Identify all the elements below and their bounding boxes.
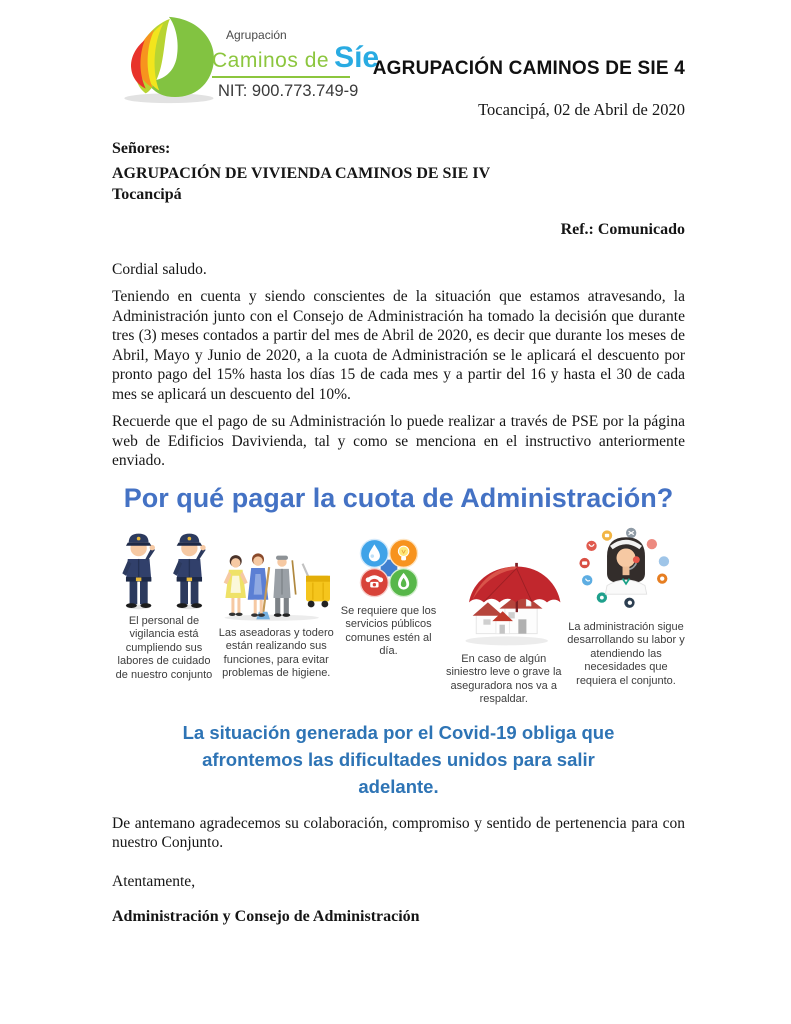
document-title: AGRUPACIÓN CAMINOS DE SIE 4 bbox=[372, 58, 685, 79]
closing-paragraph: De antemano agradecemos su colaboración, compromiso y sentido de pertenencia para con nuestro Conjunto. bbox=[112, 814, 685, 851]
cleaning-staff-icon bbox=[220, 550, 332, 622]
caption-administracion: La administración sigue desarrollando su labor y atendiendo las necesidades que requiera el conjunto. bbox=[567, 620, 685, 687]
insurance-umbrella-icon bbox=[445, 562, 563, 648]
company-logo bbox=[108, 14, 379, 106]
reference-line: Ref.: Comunicado bbox=[560, 221, 685, 238]
paragraph-discount: Teniendo en cuenta y siendo conscientes de la situación que estamos atravesando, la Administración junto con el Consejo de Administración ha tomado la decisión que durante tres (3) meses contados a partir del mes de Abril de 2020, es decir que durante los meses de Abril, Mayo y Junio de 2020, a la cuota de Administración se le aplicará el descuento por pronto pago del 15% hasta los días 15 de cada mes y a partir del 16 y hasta el 30 de cada mes se aplicará un descuento del 10%. bbox=[112, 288, 685, 403]
date-line: Tocancipá, 02 de Abril de 2020 bbox=[478, 100, 685, 119]
signature: Administración y Consejo de Administración bbox=[112, 907, 420, 925]
brand-underline bbox=[212, 76, 350, 78]
infographic-row bbox=[112, 522, 685, 707]
brand-name-green: Caminos de bbox=[212, 49, 330, 72]
logo-text bbox=[212, 28, 379, 101]
admin-support-icon bbox=[576, 524, 676, 616]
paragraph-payment: Recuerde que el pago de su Administración lo puede realizar a través de PSE por la página web de Edificios Davivienda, tal y como se menciona en el instructivo anteriormente enviado. bbox=[112, 413, 685, 469]
infographic-item-administracion bbox=[567, 522, 685, 689]
infographic-item-aseguradora bbox=[443, 522, 565, 707]
infographic-item-vigilancia bbox=[112, 522, 216, 683]
brand-small-label: Agrupación bbox=[226, 28, 287, 42]
public-utilities-icon bbox=[357, 536, 421, 600]
infographic-item-aseo bbox=[218, 522, 334, 681]
caption-servicios: Se requiere que los servicios públicos comunes estén al día. bbox=[340, 604, 437, 657]
infographic-item-servicios bbox=[337, 522, 441, 659]
caption-aseguradora: En caso de algún siniestro leve o grave la aseguradora nos va a respaldar. bbox=[445, 652, 562, 705]
signoff: Atentamente, bbox=[112, 872, 196, 890]
nit-number: NIT: 900.773.749-9 bbox=[218, 82, 359, 100]
swirl-leaf-logo-icon bbox=[108, 14, 226, 106]
caption-vigilancia: El personal de vigilancia está cumpliendo sus labores de cuidado de nuestro conjunto bbox=[115, 614, 213, 681]
greeting: Cordial saludo. bbox=[112, 261, 207, 278]
salutation: Señores: bbox=[112, 140, 171, 157]
covid-message: La situación generada por el Covid-19 obliga que afrontemos las dificultades unidos para salir adelante. bbox=[182, 721, 615, 797]
caption-aseo: Las aseadoras y todero están realizando sus funciones, para evitar problemas de higiene. bbox=[218, 626, 334, 679]
recipient-name: AGRUPACIÓN DE VIVIENDA CAMINOS DE SIE IV bbox=[112, 165, 491, 182]
recipient-city: Tocancipá bbox=[112, 186, 182, 203]
letter-content bbox=[112, 138, 685, 926]
police-officers-icon bbox=[116, 526, 212, 610]
brand-name-blue: Síe bbox=[334, 41, 380, 74]
infographic-heading: Por qué pagar la cuota de Administración? bbox=[123, 482, 674, 513]
